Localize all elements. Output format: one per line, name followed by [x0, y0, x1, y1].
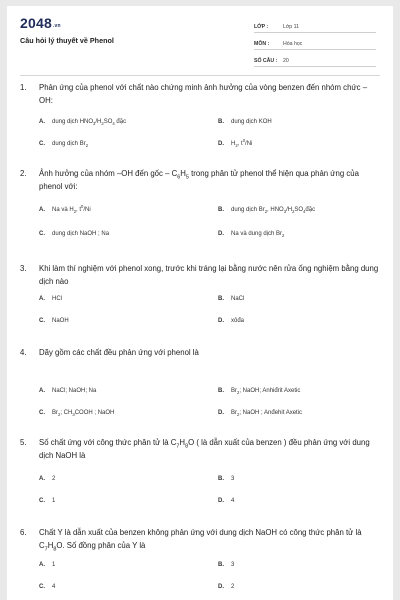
- question-text: Ảnh hưởng của nhóm –OH đến gốc – $C_6H_5$ trong phân tử phenol thể hiện qua phản ứng của phenol với:: [39, 169, 359, 191]
- answer-option-a[interactable]: [39, 119, 126, 125]
- option-letter: A.: [39, 296, 45, 302]
- question-number: 3.: [20, 264, 27, 273]
- option-letter: B.: [218, 296, 224, 302]
- question-text: Phản ứng của phenol với chất nào chứng minh ảnh hưởng của vòng benzen đến nhóm chức – OH:: [39, 83, 368, 105]
- option-text: 4: [231, 498, 235, 504]
- answer-option-a[interactable]: [39, 204, 91, 215]
- answer-option-a[interactable]: [39, 562, 55, 568]
- question-stem: [20, 346, 380, 359]
- question-number: 2.: [20, 169, 27, 178]
- question-number: 5.: [20, 438, 27, 447]
- answer-option-c[interactable]: [39, 141, 88, 147]
- answer-option-c[interactable]: [39, 410, 114, 416]
- answer-option-d[interactable]: [218, 231, 284, 237]
- worksheet-title: Câu hỏi lý thuyết về Phenol: [20, 36, 114, 45]
- question-6: [20, 526, 380, 590]
- question-4: [20, 346, 380, 418]
- worksheet-page: [7, 6, 393, 600]
- option-text: 3: [231, 562, 235, 568]
- meta-value: 20: [283, 58, 289, 64]
- option-letter: B.: [218, 207, 224, 213]
- answer-option-a[interactable]: [39, 476, 55, 482]
- option-letter: D.: [218, 318, 224, 324]
- answer-option-b[interactable]: [218, 388, 300, 394]
- question-5: [20, 436, 380, 504]
- answer-option-d[interactable]: [218, 584, 234, 590]
- answer-option-b[interactable]: [218, 296, 244, 302]
- logo-domain: .vn: [52, 23, 61, 29]
- option-letter: A.: [39, 388, 45, 394]
- option-text: $H_2$, $t^0/Ni$: [231, 138, 253, 149]
- answer-option-d[interactable]: [218, 410, 302, 416]
- option-letter: D.: [218, 141, 224, 147]
- option-text: NaOH: [52, 318, 69, 324]
- option-letter: A.: [39, 476, 45, 482]
- answer-option-c[interactable]: [39, 498, 55, 504]
- option-letter: A.: [39, 562, 45, 568]
- option-text: 3: [231, 476, 235, 482]
- option-text: dung dịch KOH: [231, 119, 272, 125]
- question-number: 6.: [20, 528, 27, 537]
- option-text: Na và dung dịch $Br_2$: [231, 231, 285, 239]
- header-divider: [20, 75, 380, 76]
- option-text: dung dịch $HNO_3/H_2SO_4$ đặc: [52, 119, 127, 127]
- worksheet-header: [7, 6, 393, 70]
- meta-row-count: [254, 52, 376, 67]
- option-text: Na và $H_2$, $t^0/Ni$: [52, 204, 91, 215]
- answer-option-b[interactable]: [218, 119, 272, 125]
- option-text: xôđa: [231, 318, 245, 324]
- option-letter: C.: [39, 318, 45, 324]
- option-text: dung dịch $Br_2$: [52, 141, 89, 149]
- option-text: NaCl: [231, 296, 245, 302]
- question-stem: [20, 262, 380, 288]
- meta-label: MÔN :: [254, 41, 270, 47]
- answer-option-c[interactable]: [39, 584, 55, 590]
- meta-value: Lớp 11: [283, 24, 299, 30]
- option-text: $Br_2$; $CH_3COOH$ ; NaOH: [52, 410, 115, 418]
- answer-option-b[interactable]: [218, 476, 234, 482]
- option-letter: D.: [218, 410, 224, 416]
- option-letter: C.: [39, 231, 45, 237]
- option-letter: A.: [39, 119, 45, 125]
- question-number: 4.: [20, 348, 27, 357]
- option-letter: D.: [218, 231, 224, 237]
- option-text: HCl: [52, 296, 62, 302]
- question-stem: [20, 526, 380, 552]
- question-text: Dãy gồm các chất đều phản ứng với phenol là: [39, 348, 199, 357]
- option-text: 4: [52, 584, 56, 590]
- question-stem: [20, 167, 380, 193]
- question-2: [20, 167, 380, 239]
- option-letter: D.: [218, 584, 224, 590]
- option-text: dung dịch NaOH ; Na: [52, 231, 110, 237]
- answer-option-c[interactable]: [39, 231, 109, 237]
- option-text: 2: [52, 476, 56, 482]
- worksheet-meta: [254, 18, 376, 69]
- answer-option-a[interactable]: [39, 296, 62, 302]
- answer-option-c[interactable]: [39, 318, 69, 324]
- option-text: 2: [231, 584, 235, 590]
- answer-option-d[interactable]: [218, 318, 244, 324]
- answer-option-a[interactable]: [39, 388, 96, 394]
- question-3: [20, 262, 380, 324]
- option-letter: B.: [218, 562, 224, 568]
- option-letter: B.: [218, 388, 224, 394]
- option-letter: C.: [39, 498, 45, 504]
- option-letter: D.: [218, 498, 224, 504]
- option-letter: C.: [39, 584, 45, 590]
- answer-option-b[interactable]: [218, 562, 234, 568]
- answer-option-b[interactable]: [218, 207, 315, 213]
- answer-option-d[interactable]: [218, 138, 253, 149]
- meta-value: Hóa học: [283, 41, 303, 47]
- option-text: dung dịch $Br_2$, $HNO_3/H_2SO_4đặc$: [231, 207, 316, 215]
- option-letter: B.: [218, 119, 224, 125]
- question-text: Khi làm thí nghiệm với phenol xong, trước khi tráng lại bằng nước nên rửa ống nghiệm bằng dung dịch nào: [39, 264, 379, 286]
- meta-row-subject: [254, 35, 376, 50]
- meta-label: SỐ CÂU :: [254, 58, 278, 64]
- question-1: [20, 81, 380, 149]
- option-text: $Br_2$; NaOH; Anhiđrit Axetic: [231, 388, 301, 396]
- option-text: $Br_2$; NaOH ; Anđehit Axetic: [231, 410, 303, 418]
- question-stem: [20, 81, 380, 107]
- question-number: 1.: [20, 83, 27, 92]
- site-logo[interactable]: [20, 15, 61, 31]
- question-text: Số chất ứng với công thức phân tử là $C_7H_8O$ ( là dẫn xuất của benzen ) đều phản ứng với dung dịch NaOH là: [39, 438, 370, 460]
- option-text: 1: [52, 562, 56, 568]
- option-letter: C.: [39, 141, 45, 147]
- logo-text: 2048: [20, 15, 52, 31]
- option-text: 1: [52, 498, 56, 504]
- option-letter: B.: [218, 476, 224, 482]
- meta-row-class: [254, 18, 376, 33]
- question-stem: [20, 436, 380, 462]
- answer-option-d[interactable]: [218, 498, 234, 504]
- meta-label: LỚP :: [254, 24, 269, 30]
- option-letter: C.: [39, 410, 45, 416]
- option-text: NaCl; NaOH; Na: [52, 388, 97, 394]
- option-letter: A.: [39, 207, 45, 213]
- question-text: Chất Y là dẫn xuất của benzen không phản ứng với dung dịch NaOH có công thức phân tử là $C_7H_8O$. Số đồng phân của Y là: [39, 528, 362, 553]
